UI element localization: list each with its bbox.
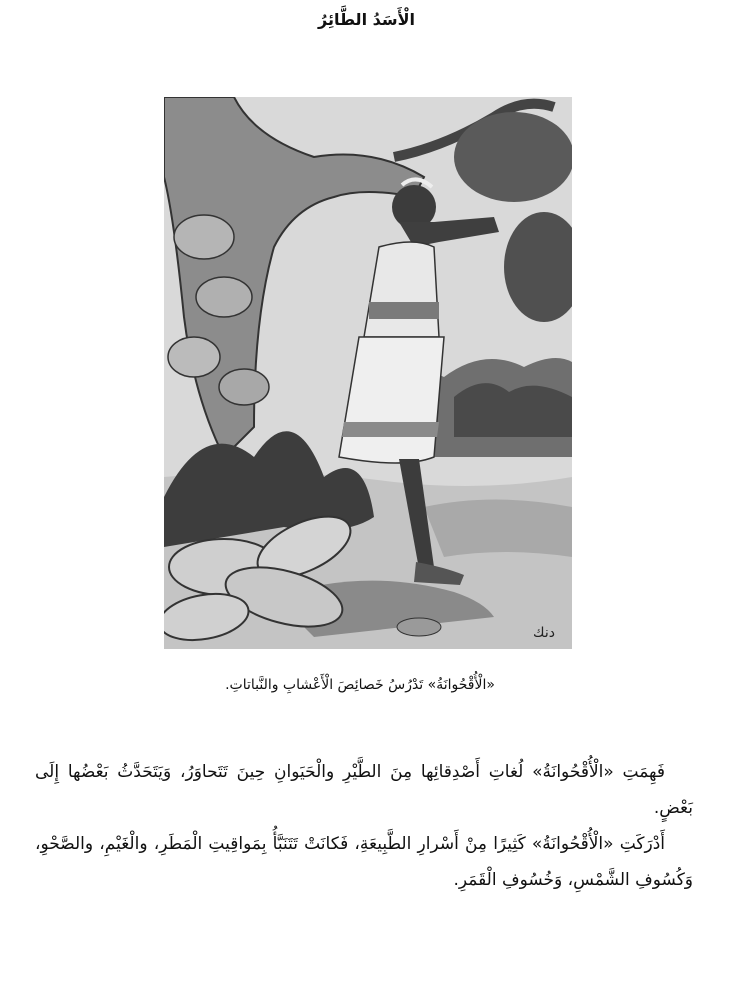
- rock: [424, 500, 572, 558]
- distant-trees: [454, 383, 572, 437]
- leaves-top-right: [454, 112, 572, 202]
- vine-leaf: [219, 369, 269, 405]
- paragraph: فَهِمَتِ «الْأُقْحُوانَةُ» لُغاتِ أَصْدِقائِها مِنَ الطَّيْرِ والْحَيَوانِ حِينَ تَتَحاوَرُ، وَيَتَحَدَّثُ بَعْضُها إِلَى بَعْضٍ.: [35, 762, 693, 818]
- vine-leaf: [174, 215, 234, 259]
- story-body: [35, 754, 693, 898]
- story-illustration: [164, 97, 572, 649]
- vine-leaf: [196, 277, 252, 317]
- figure-caption: «الْأُقْحُوانَةُ» تَدْرُسُ خَصائِصَ الْأَعْشابِ والنَّباتاتِ.: [225, 677, 495, 693]
- artist-signature: دنك: [533, 625, 555, 641]
- vine-leaf: [168, 337, 220, 377]
- page-title: الْأَسَدُ الطَّائِرُ: [318, 10, 415, 29]
- paragraph: أَدْرَكَتِ «الْأُقْحُوانَةُ» كَثِيرًا مِنْ أَسْرارِ الطَّبِيعَةِ، فَكانَتْ تَتَنَبَّأُ بِمَواقِيتِ الْمَطَرِ، والْغَيْمِ، والصَّحْوِ، وَكُسُوفِ الشَّمْسِ، وَخُسُوفِ الْقَمَرِ.: [35, 834, 693, 890]
- dress-band: [369, 302, 439, 319]
- stone: [397, 618, 441, 636]
- dress-hem-band: [342, 422, 439, 437]
